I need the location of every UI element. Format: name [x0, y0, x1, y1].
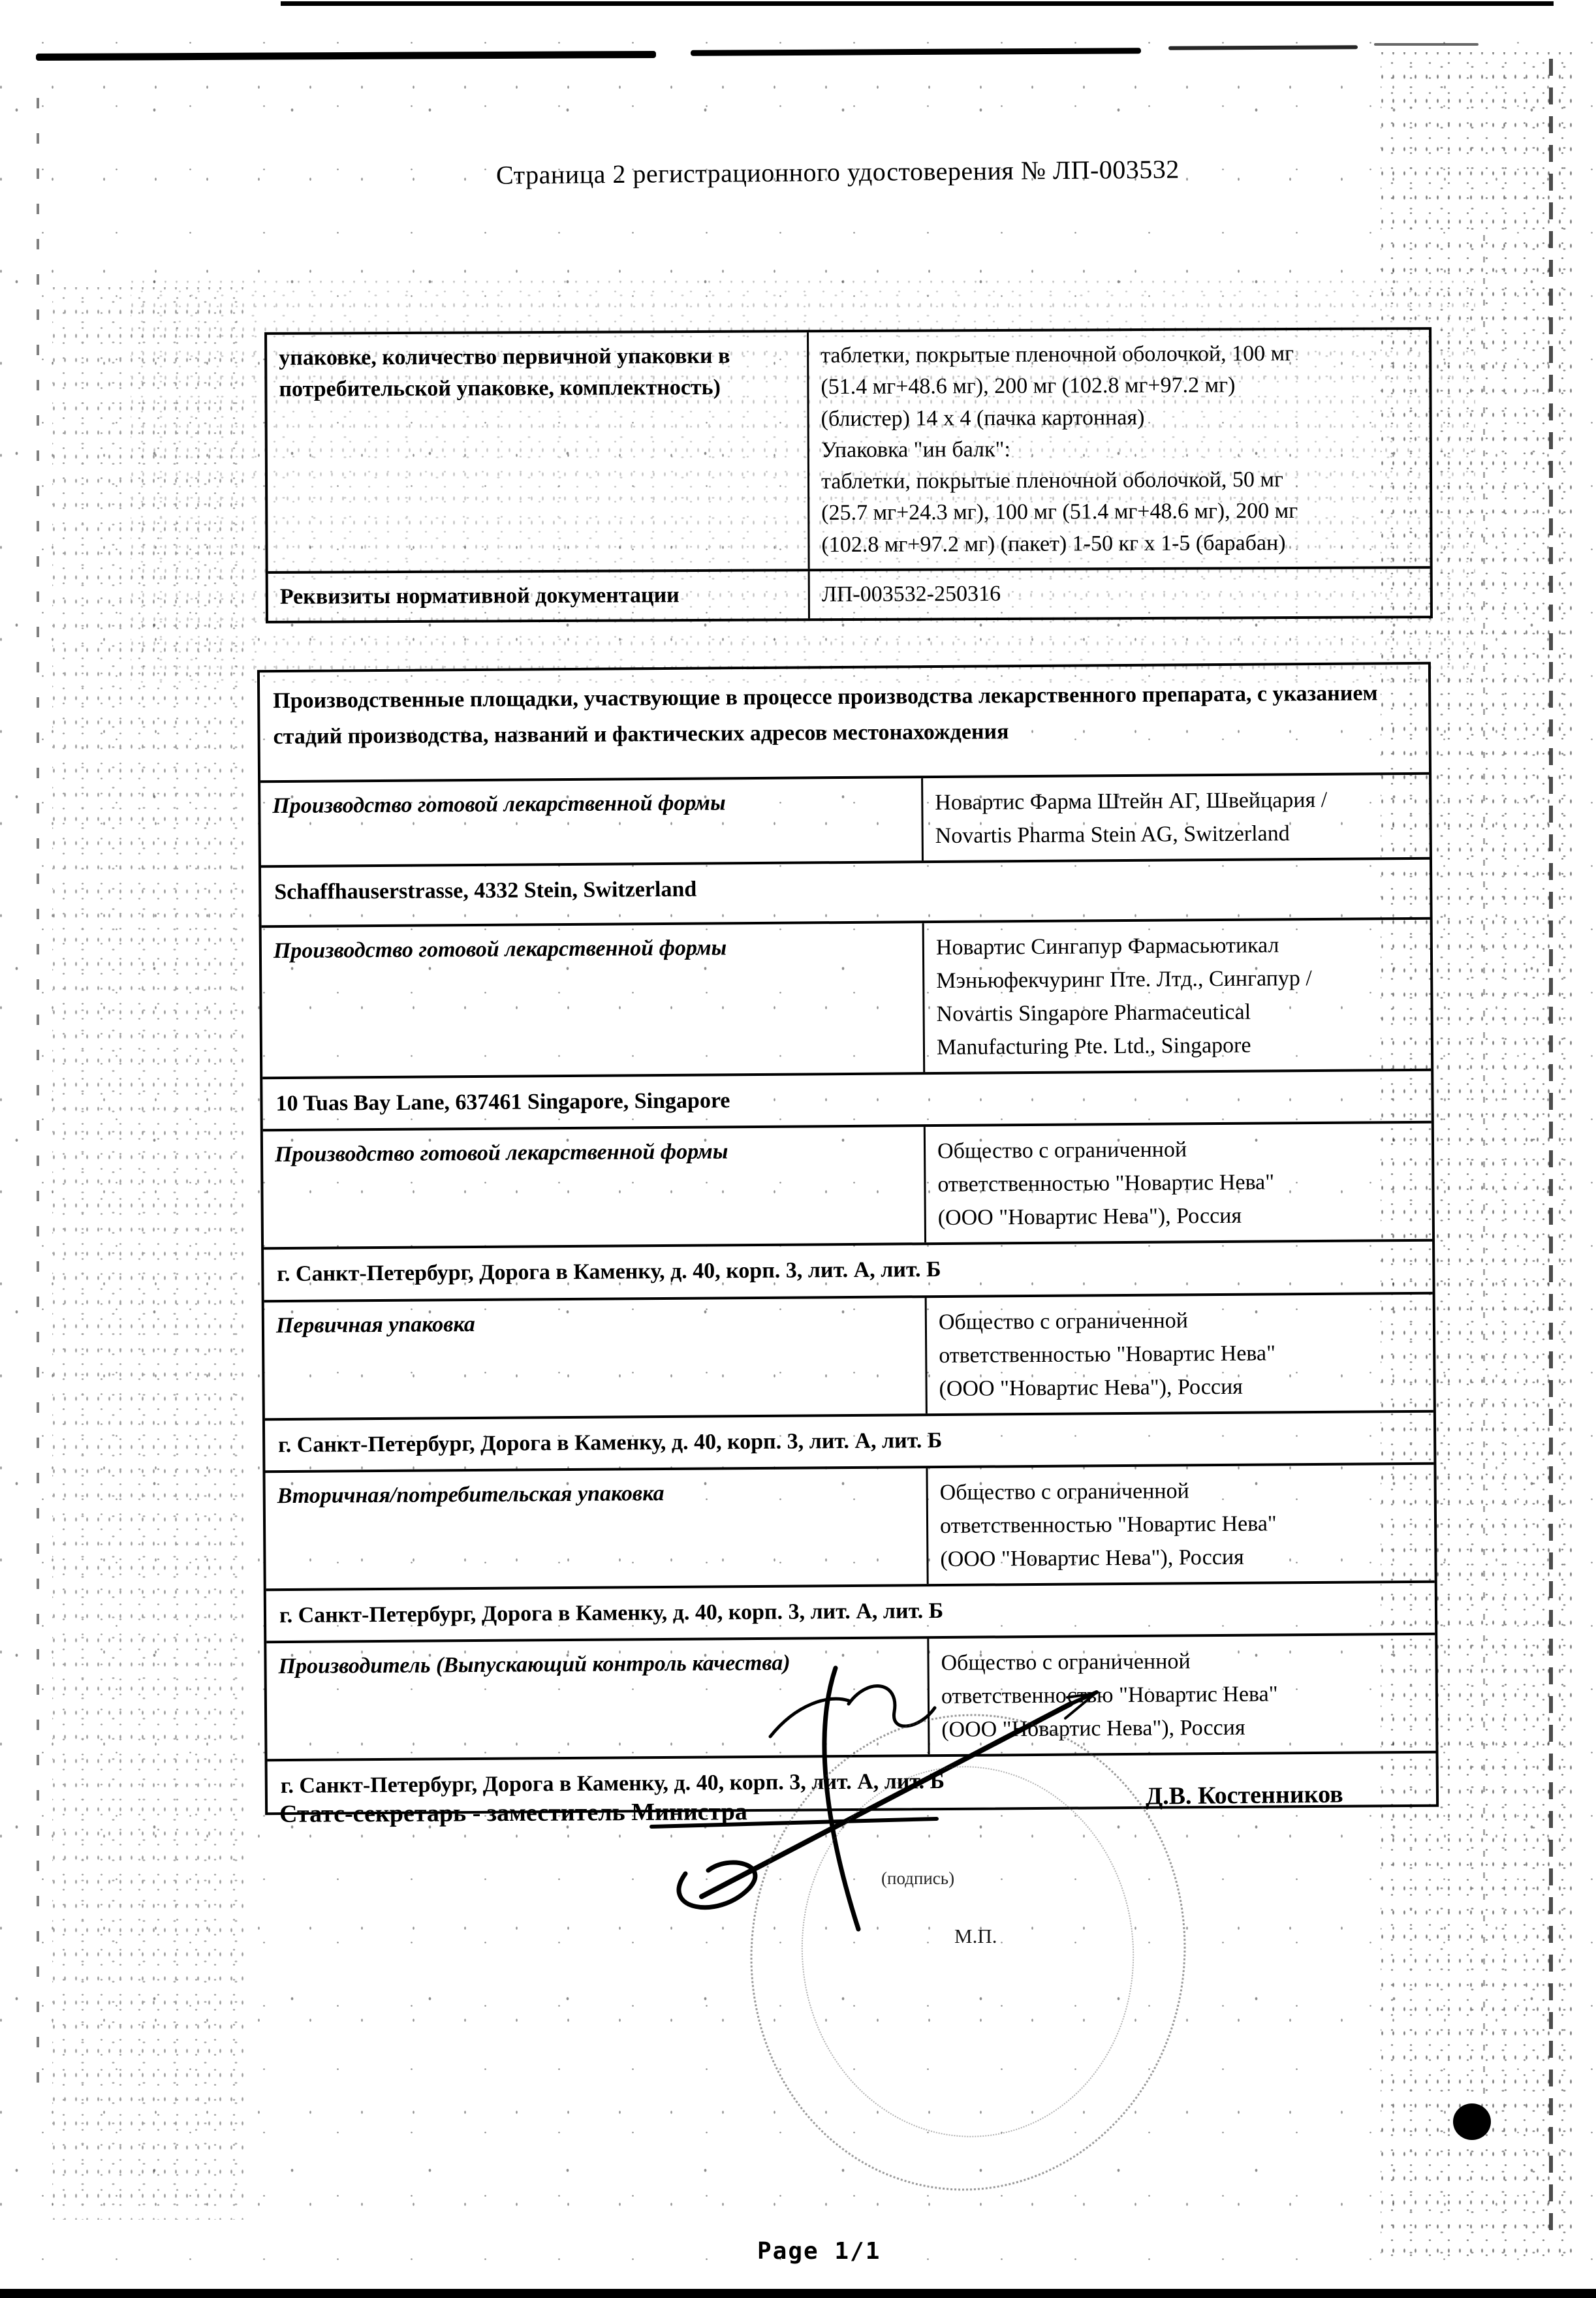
page-title: Страница 2 регистрационного удостоверения № ЛП-003532 [495, 154, 1180, 190]
top-scan-line-segment [36, 51, 656, 61]
top-scan-line-segment [691, 48, 1141, 56]
company-cell: Общество с ограниченной ответственностью "Новартис Нева" (ООО "Новартис Нева"), Россия [939, 1479, 1277, 1571]
company-cell: Общество с ограниченной ответственностью "Новартис Нева" (ООО "Новартис Нева"), Россия [941, 1649, 1278, 1742]
company-cell: Общество с ограниченной ответственностью "Новартис Нева" (ООО "Новартис Нева"), Россия [937, 1137, 1275, 1231]
stamp-place-caption: М.П. [954, 1925, 997, 1947]
packaging-details-table [264, 327, 1433, 623]
manufacturing-sites-table [257, 662, 1439, 1816]
signer-position-title: Статс-секретарь - заместитель Министра [279, 1798, 747, 1828]
left-margin-dashed-line [37, 98, 39, 2096]
manufacturing-sites-header: Производственные площадки, участвующие в процессе производства лекарственного препарата, с указанием стадий производства, названий и фактических адресов местонахождения [273, 681, 1378, 749]
table-row [266, 1635, 1435, 1761]
right-margin-dashed-line [1549, 59, 1553, 2233]
signature-caption: (подпись) [881, 1868, 955, 1888]
signer-name: Д.В. Костенников [1145, 1780, 1343, 1810]
address-cell: г. Санкт-Петербург, Дорога в Каменку, д. 40, корп. 3, лит. А, лит. Б [279, 1598, 944, 1628]
address-row [261, 860, 1430, 928]
page-number-footer: Page 1/1 [757, 2238, 881, 2265]
address-row [265, 1412, 1434, 1473]
address-cell: 10 Tuas Bay Lane, 637461 Singapore, Singapore [275, 1088, 730, 1116]
regulatory-docs-row-label: Реквизиты нормативной документации [268, 571, 810, 621]
table-row [268, 569, 1430, 621]
scan-noise-left-margin [52, 287, 248, 2220]
table-row [260, 775, 1430, 868]
stage-cell: Производитель (Выпускающий контроль качества) [266, 1639, 930, 1759]
table-row [264, 1294, 1433, 1420]
company-cell: Новартис Сингапур Фармасьютикал Мэньюфекчуринг Пте. Лтд., Сингапур / Novartis Singapore Pharmaceutical Manufacturing Pte. Ltd., Singapore [935, 933, 1312, 1060]
table-row [265, 1465, 1434, 1591]
packaging-row-label: упаковке, количество первичной упаковки в потребительской упаковке, комплектность) [267, 332, 810, 571]
stage-cell: Производство готовой лекарственной формы [262, 923, 926, 1077]
stage-cell: Производство готовой лекарственной формы [260, 778, 924, 865]
table-row [267, 330, 1430, 574]
top-scan-line-segment [1374, 43, 1479, 46]
packaging-row-value: таблетки, покрытые пленочной оболочкой, 100 мг (51.4 мг+48.6 мг), 200 мг (102.8 мг+97.2 мг) (блистер) 14 х 4 (пачка картонная) Упаковка "ин балк": таблетки, покрытые пленочной оболочкой, 50 мг (25.7 мг+24.3 мг), 100 мг (51.4 мг+48.6 мг), 200 мг (102.8 мг+97.2 мг) (пакет) 1-50 кг х 1-5 (барабан) [821, 341, 1298, 557]
address-cell: г. Санкт-Петербург, Дорога в Каменку, д. 40, корп. 3, лит. А, лит. Б [278, 1428, 943, 1457]
stage-cell: Первичная упаковка [264, 1298, 928, 1418]
table-row [262, 920, 1432, 1079]
table-row [263, 1124, 1432, 1250]
address-row [264, 1242, 1433, 1302]
stage-cell: Производство готовой лекарственной формы [263, 1127, 926, 1247]
ink-dot [1453, 2103, 1491, 2140]
top-edge-scan-bar [281, 1, 1554, 6]
address-row [262, 1071, 1432, 1132]
right-margin-dashed-line-2 [1483, 235, 1485, 2128]
regulatory-docs-row-value: ЛП-003532-250316 [821, 581, 1001, 607]
table-header-row [260, 665, 1429, 783]
address-cell: г. Санкт-Петербург, Дорога в Каменку, д. 40, корп. 3, лит. А, лит. Б [277, 1257, 941, 1287]
company-cell: Новартис Фарма Штейн АГ, Швейцария / Novartis Pharma Stein AG, Switzerland [935, 787, 1328, 849]
company-cell: Общество с ограниченной ответственностью "Новартис Нева" (ООО "Новартис Нева"), Россия [938, 1308, 1276, 1401]
top-scan-line-segment [1168, 45, 1358, 50]
address-row [266, 1583, 1435, 1644]
stage-cell: Вторичная/потребительская упаковка [265, 1468, 928, 1588]
address-cell: Schaffhauserstrasse, 4332 Stein, Switzerland [274, 877, 697, 905]
bottom-edge-scan-bar [0, 2289, 1596, 2298]
address-cell: г. Санкт-Петербург, Дорога в Каменку, д. 40, корп. 3, лит. А, лит. Б [280, 1769, 945, 1799]
official-stamp-inner-ring [786, 1752, 1150, 2151]
